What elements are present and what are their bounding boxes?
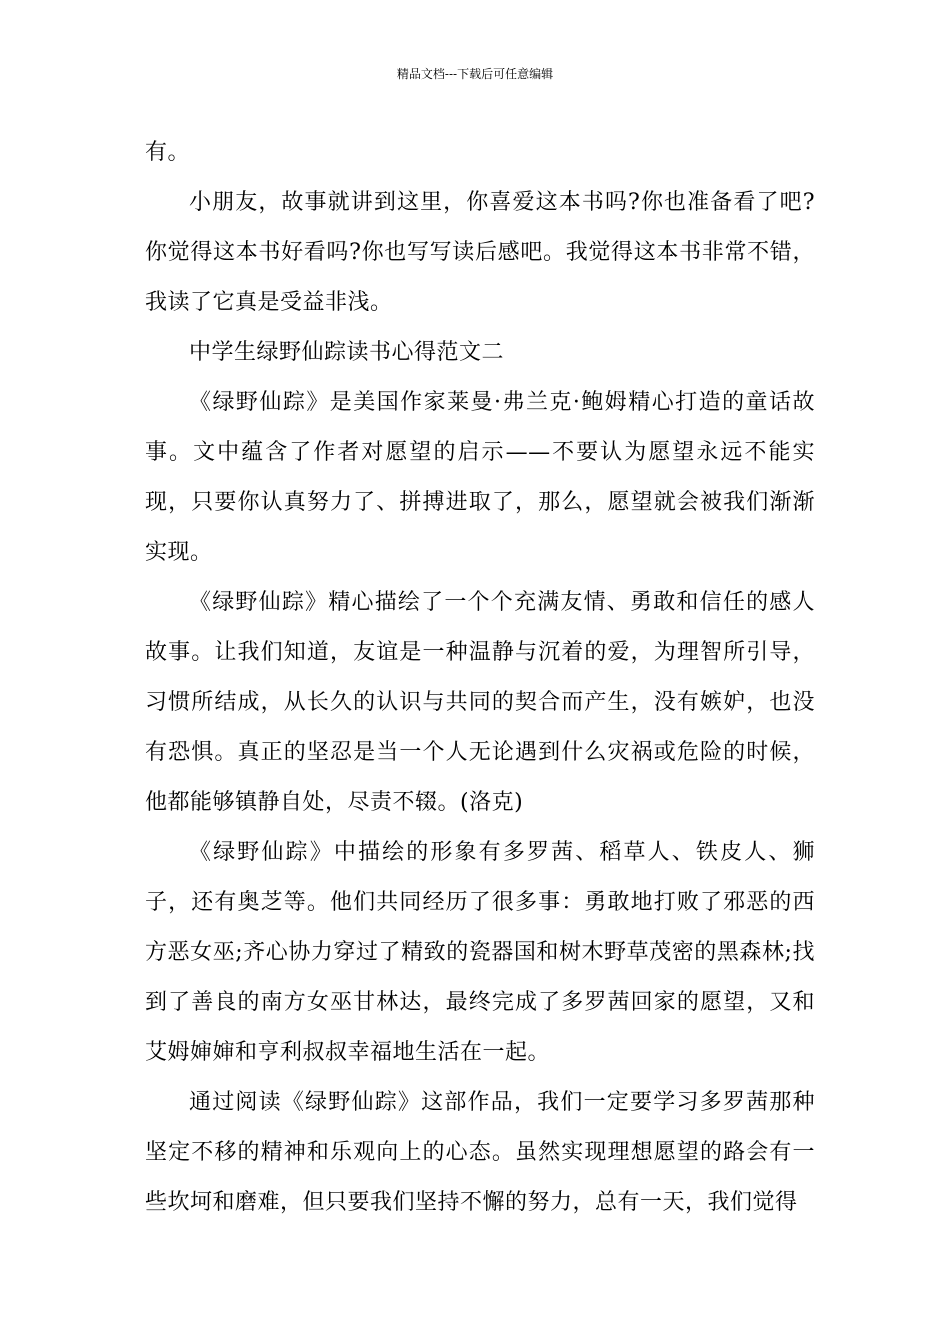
- paragraph-intro: 《绿野仙踪》是美国作家莱曼·弗兰克·鲍姆精心打造的童话故事。文中蕴含了作者对愿望的启示——不要认为愿望永远不能实现，只要你认真努力了、拼搏进取了，那么，愿望就会被我们渐渐实现。: [145, 390, 815, 565]
- paragraph-lesson: 通过阅读《绿野仙踪》这部作品，我们一定要学习多罗茜那种坚定不移的精神和乐观向上的心态。虽然实现理想愿望的路会有一些坎坷和磨难，但只要我们坚持不懈的努力，总有一天，我们觉得: [145, 1090, 815, 1215]
- paragraph-continuation: 有。: [145, 140, 191, 165]
- paragraph-characters: 《绿野仙踪》中描绘的形象有多罗茜、稻草人、铁皮人、狮子，还有奥芝等。他们共同经历了很多事：勇敢地打败了邪恶的西方恶女巫;齐心协力穿过了精致的瓷器国和树木野草茂密的黑森林;找到了善良的南方女巫甘林达，最终完成了多罗茜回家的愿望，又和艾姆婶婶和亨利叔叔幸福地生活在一起。: [145, 840, 815, 1065]
- page-header: 精品文档---下载后可任意编辑: [396, 67, 554, 81]
- document-body: [145, 128, 815, 1228]
- section-heading: 中学生绿野仙踪读书心得范文二: [189, 340, 505, 365]
- paragraph-friendship: 《绿野仙踪》精心描绘了一个个充满友情、勇敢和信任的感人故事。让我们知道，友谊是一种温静与沉着的爱，为理智所引导，习惯所结成，从长久的认识与共同的契合而产生，没有嫉妒，也没有恐惧。真正的坚忍是当一个人无论遇到什么灾祸或危险的时候，他都能够镇静自处，尽责不辍。(洛克): [145, 590, 815, 815]
- paragraph-closing-remarks: 小朋友，故事就讲到这里，你喜爱这本书吗?你也准备看了吧?你觉得这本书好看吗?你也写写读后感吧。我觉得这本书非常不错，我读了它真是受益非浅。: [145, 190, 815, 315]
